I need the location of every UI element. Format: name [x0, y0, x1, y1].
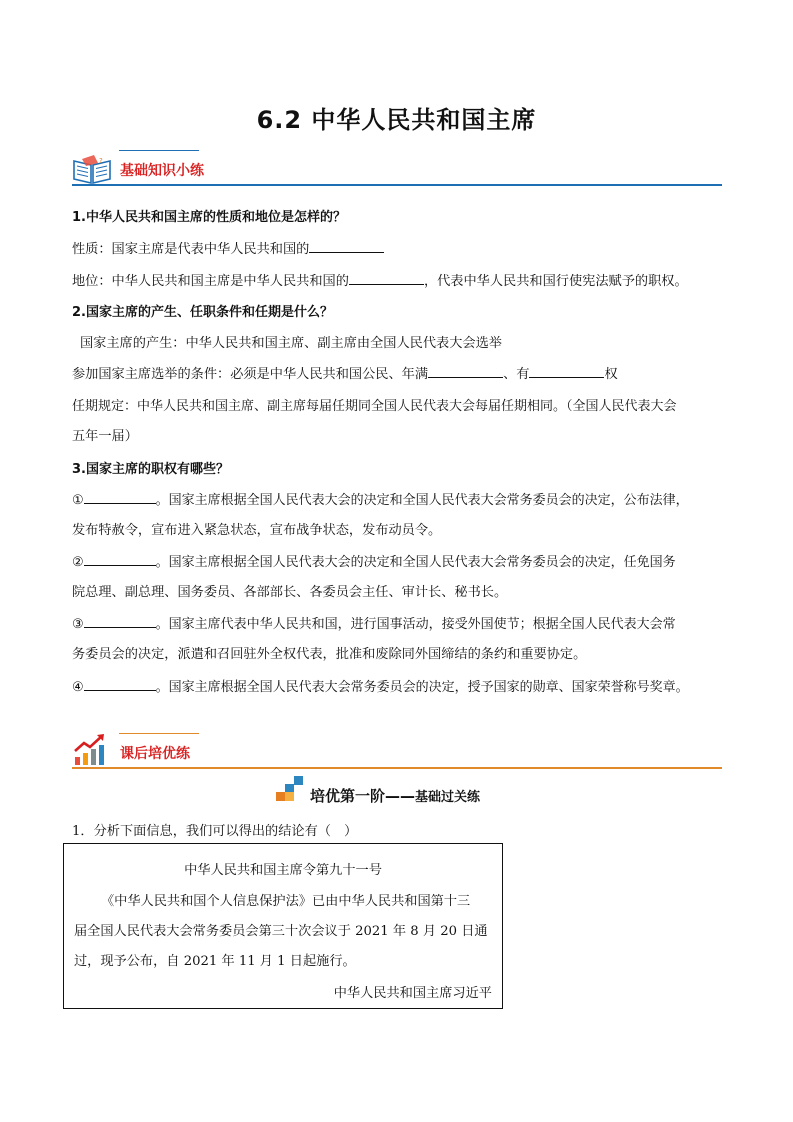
question-2-heading-text: 2.国家主席的产生、任职条件和任期是什么？ [72, 305, 333, 320]
q2-term-line-2: 五年一届） [72, 429, 138, 444]
svg-text:?: ? [99, 157, 103, 165]
q1-status-text-b: ，代表中华人民共和国行使宪法赋予的职权。 [423, 274, 688, 289]
q1-status-text-a: 地位：中华人民共和国主席是中华人民共和国的 [72, 274, 349, 289]
stage-title-row [276, 776, 536, 806]
item-text: 。国家主席根据全国人民代表大会的决定和全国人民代表大会常务委员会的决定，公布法律， [155, 493, 689, 508]
item-number: ② [72, 555, 84, 570]
stage-title: 培优第一阶 [310, 787, 386, 805]
fill-blank[interactable] [309, 239, 384, 253]
item-number: ④ [72, 680, 84, 695]
section-label-basic: 基础知识小练 [120, 163, 204, 179]
fill-blank[interactable] [349, 271, 424, 285]
fill-blank[interactable] [84, 614, 156, 628]
growth-chart-icon [72, 733, 108, 767]
section-header-practice [72, 733, 722, 773]
section-header-basic [72, 150, 722, 190]
item-text: 。国家主席根据全国人民代表大会的决定和全国人民代表大会常务委员会的决定，任免国务 [155, 555, 676, 570]
power-item-2-line-1 [72, 551, 724, 570]
practice-question-1: 1．分析下面信息，我们可以得出的结论有（ ） [72, 824, 358, 839]
section-label-practice: 课后培优练 [120, 746, 190, 762]
header-top-line [119, 150, 199, 151]
fill-blank[interactable] [84, 490, 156, 504]
item-text: 。国家主席根据全国人民代表大会常务委员会的决定，授予国家的勋章、国家荣誉称号奖章。 [155, 680, 689, 695]
power-item-1-line-1 [72, 489, 724, 508]
decree-para-1: 《中华人民共和国个人信息保护法》已由中华人民共和国第十三 [101, 894, 471, 909]
q1-nature-text: 性质：国家主席是代表中华人民共和国的 [72, 242, 310, 257]
stage-subtitle: 基础过关练 [415, 790, 481, 805]
stage-dash: —— [385, 787, 416, 805]
q1-nature-line [72, 238, 724, 257]
power-item-3-line-1 [72, 613, 724, 632]
fill-blank[interactable] [428, 364, 503, 378]
fill-blank[interactable] [529, 364, 604, 378]
q2-cond-text-c: 权 [604, 367, 618, 382]
q2-cond-text-a: 参加国家主席选举的条件：必须是中华人民共和国公民、年满 [72, 367, 429, 382]
question-3-heading: 3.国家主席的职权有哪些？ [72, 462, 229, 477]
section-rule-blue [72, 184, 722, 186]
decree-para-2: 届全国人民代表大会常务委员会第三十次会议于 2021 年 8 月 20 日通 [74, 924, 488, 939]
item-text: 。国家主席代表中华人民共和国，进行国事活动，接受外国使节；根据全国人民代表大会常 [155, 617, 676, 632]
power-item-3-line-2: 务委员会的决定，派遣和召回驻外全权代表，批准和废除同外国缔结的条约和重要协定。 [72, 647, 587, 662]
fill-blank[interactable] [84, 552, 156, 566]
question-1-heading: 1.中华人民共和国主席的性质和地位是怎样的？ [72, 210, 346, 225]
fill-blank[interactable] [84, 677, 156, 691]
page-title: 6.2 中华人民共和国主席 [256, 106, 537, 134]
decree-signature: 中华人民共和国主席习近平 [333, 986, 492, 1001]
power-item-1-line-2: 发布特赦令，宣布进入紧急状态，宣布战争状态，发布动员令。 [72, 523, 442, 538]
q2-origin-line: 国家主席的产生：中华人民共和国主席、副主席由全国人民代表大会选举 [80, 336, 502, 351]
q2-condition-line [72, 363, 724, 382]
item-number: ① [72, 493, 84, 508]
decree-box [63, 843, 503, 1009]
book-icon [72, 153, 112, 185]
q2-term-line-1: 任期规定：中华人民共和国主席、副主席每届任期同全国人民代表大会每届任期相同。（全国人民代表大会 [72, 399, 677, 414]
stage-title-text [310, 785, 480, 806]
stairs-icon [276, 776, 306, 802]
q1-status-line [72, 270, 724, 289]
q2-cond-text-b: 、有 [503, 367, 530, 382]
header-top-line [119, 733, 199, 734]
power-item-2-line-2: 院总理、副总理、国务委员、各部部长、各委员会主任、审计长、秘书长。 [72, 585, 508, 600]
decree-heading: 中华人民共和国主席令第九十一号 [184, 863, 382, 878]
decree-para-3: 过，现予公布，自 2021 年 11 月 1 日起施行。 [74, 954, 356, 969]
section-rule-orange [72, 767, 722, 769]
power-item-4-line-1 [72, 676, 724, 695]
item-number: ③ [72, 617, 84, 632]
